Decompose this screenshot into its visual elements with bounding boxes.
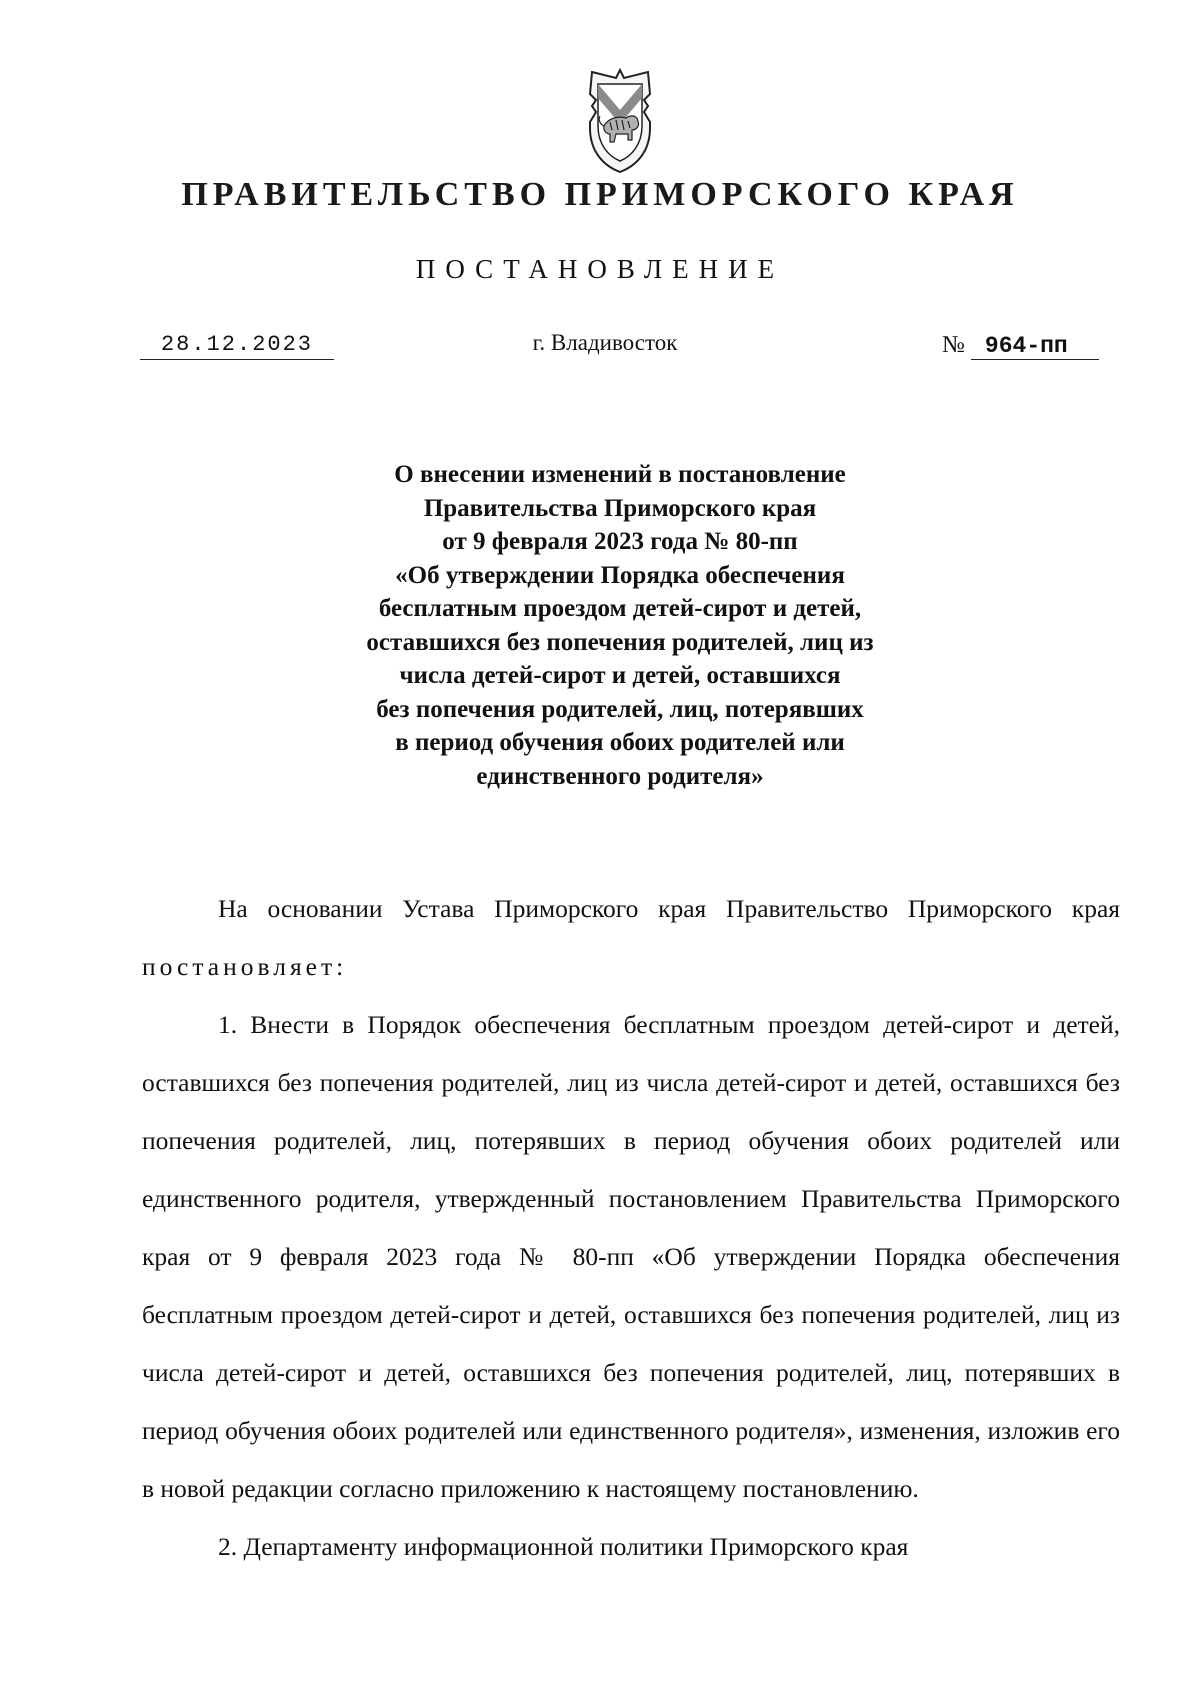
subject-line: «Об утверждении Порядка обеспечения — [395, 561, 845, 589]
subject-line: в период обучения обоих родителей или — [395, 729, 845, 756]
document-subject — [300, 458, 940, 793]
document-body — [142, 880, 1120, 1576]
subject-line: О внесении изменений в постановление — [394, 461, 846, 488]
subject-line: числа детей-сирот и детей, оставшихся — [399, 662, 841, 689]
subject-line: единственного родителя» — [476, 762, 764, 790]
document-date: 28.12.2023 — [140, 332, 334, 360]
subject-line: оставшихся без попечения родителей, лиц из — [366, 628, 874, 656]
government-title: ПРАВИТЕЛЬСТВО ПРИМОРСКОГО КРАЯ — [181, 176, 1019, 213]
document-type: ПОСТАНОВЛЕНИЕ — [415, 254, 785, 284]
document-number — [942, 332, 1099, 360]
coat-of-arms-icon — [574, 64, 666, 176]
subject-line: без попечения родителей, лиц, потерявших — [376, 695, 864, 723]
subject-line: бесплатным проездом детей-сирот и детей, — [378, 595, 862, 622]
preamble-text: На основании Устава Приморского края Правительство Приморского края — [218, 894, 1120, 923]
subject-line: от 9 февраля 2023 года № 80-пп — [442, 528, 798, 555]
subject-line: Правительства Приморского края — [423, 494, 817, 522]
decree-word: постановляет: — [142, 952, 348, 981]
number-label: № — [942, 332, 965, 358]
document-city: г. Владивосток — [532, 330, 678, 355]
preamble-paragraph — [142, 880, 1120, 996]
item-1-paragraph: 1. Внести в Порядок обеспечения бесплатным проездом детей-сирот и детей, оставшихся без попечения родителей, лиц из числа детей-сирот и детей, оставшихся без попечения родителей, лиц, потерявших в период обучения обоих родителей или единственного родителя, утвержденный постановлением Правительства Приморского края от 9 февраля 2023 года № 80-пп «Об утверждении Порядка обеспечения бесплатным проездом детей-сирот и детей, оставшихся без попечения родителей, лиц из числа детей-сирот и детей, оставшихся без попечения родителей, лиц, потерявших в период обучения обоих родителей или единственного родителя», изменения, изложив его в новой редакции согласно приложению к настоящему постановлению. — [142, 1010, 1120, 1503]
number-value: 964-пп — [971, 333, 1099, 360]
item-2-paragraph: 2. Департаменту информационной политики Приморского края — [218, 1532, 909, 1561]
